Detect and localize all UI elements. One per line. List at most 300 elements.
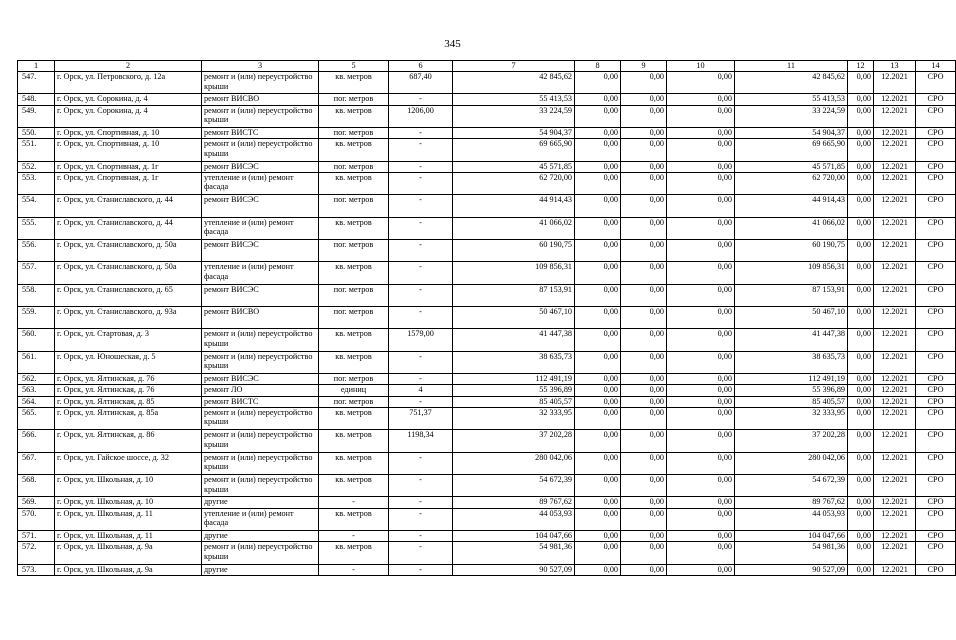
quantity-cell: - (389, 127, 453, 138)
other-funds-cell: 0,00 (848, 161, 874, 172)
other-funds-cell: 0,00 (848, 172, 874, 194)
fund-cell: 0,00 (621, 508, 667, 530)
quantity-cell: - (389, 530, 453, 541)
completion-date-cell: 12.2021 (874, 284, 916, 306)
fund-cell: 0,00 (621, 139, 667, 161)
row-number: 551. (18, 139, 55, 161)
owner-funds-cell: 55 413,53 (735, 94, 848, 105)
quantity-cell: - (389, 172, 453, 194)
fund-cell: 0,00 (667, 239, 735, 261)
fund-cell: 0,00 (575, 94, 621, 105)
unit-cell: - (319, 564, 389, 575)
unit-cell: пог. метров (319, 195, 389, 217)
other-funds-cell: 0,00 (848, 530, 874, 541)
fund-cell: 0,00 (667, 385, 735, 396)
other-funds-cell: 0,00 (848, 474, 874, 496)
work-type-cell: ремонт и (или) переустройство крыши (202, 430, 319, 452)
work-type-cell: ремонт и (или) переустройство крыши (202, 542, 319, 564)
quantity-cell: - (389, 284, 453, 306)
fund-cell: 0,00 (575, 374, 621, 385)
unit-cell: пог. метров (319, 94, 389, 105)
unit-cell: кв. метров (319, 105, 389, 127)
quantity-cell: - (389, 139, 453, 161)
column-number: 9 (621, 61, 667, 72)
financing-cell: СРО (916, 127, 956, 138)
fund-cell: 0,00 (575, 105, 621, 127)
page-number: 345 (444, 38, 461, 50)
fund-cell: 0,00 (621, 542, 667, 564)
fund-cell: 0,00 (667, 94, 735, 105)
fund-cell: 0,00 (667, 262, 735, 284)
work-type-cell: утепление и (или) ремонт фасада (202, 217, 319, 239)
unit-cell: пог. метров (319, 127, 389, 138)
quantity-cell: - (389, 195, 453, 217)
other-funds-cell: 0,00 (848, 239, 874, 261)
quantity-cell: - (389, 217, 453, 239)
completion-date-cell: 12.2021 (874, 72, 916, 94)
work-type-cell: ремонт ВИСВО (202, 307, 319, 329)
owner-funds-cell: 45 571,85 (735, 161, 848, 172)
financing-cell: СРО (916, 307, 956, 329)
owner-funds-cell: 33 224,59 (735, 105, 848, 127)
repair-program-table (17, 60, 956, 576)
owner-funds-cell: 50 467,10 (735, 307, 848, 329)
fund-cell: 0,00 (621, 161, 667, 172)
quantity-cell: - (389, 374, 453, 385)
table-row (18, 385, 956, 396)
fund-cell: 0,00 (575, 508, 621, 530)
fund-cell: 0,00 (575, 72, 621, 94)
fund-cell: 0,00 (667, 195, 735, 217)
other-funds-cell: 0,00 (848, 564, 874, 575)
fund-cell: 0,00 (667, 396, 735, 407)
work-type-cell: ремонт ВИСТС (202, 396, 319, 407)
fund-cell: 0,00 (621, 430, 667, 452)
row-number: 567. (18, 452, 55, 474)
fund-cell: 0,00 (575, 530, 621, 541)
address-cell: г. Орск, ул. Школьная, д. 10 (55, 497, 202, 508)
fund-cell: 0,00 (621, 530, 667, 541)
address-cell: г. Орск, ул. Спортивная, д. 10 (55, 139, 202, 161)
fund-cell: 0,00 (667, 497, 735, 508)
owner-funds-cell: 41 447,38 (735, 329, 848, 351)
financing-cell: СРО (916, 217, 956, 239)
total-cost-cell: 32 333,95 (453, 407, 575, 429)
table-row (18, 452, 956, 474)
address-cell: г. Орск, ул. Гайское шоссе, д. 32 (55, 452, 202, 474)
work-type-cell: утепление и (или) ремонт фасада (202, 172, 319, 194)
financing-cell: СРО (916, 172, 956, 194)
row-number: 554. (18, 195, 55, 217)
table-body (18, 72, 956, 576)
address-cell: г. Орск, ул. Ялтинская, д. 86 (55, 430, 202, 452)
financing-cell: СРО (916, 452, 956, 474)
fund-cell: 0,00 (575, 452, 621, 474)
unit-cell: - (319, 497, 389, 508)
total-cost-cell: 62 720,00 (453, 172, 575, 194)
table-row (18, 195, 956, 217)
fund-cell: 0,00 (575, 161, 621, 172)
completion-date-cell: 12.2021 (874, 508, 916, 530)
table-row (18, 127, 956, 138)
row-number: 549. (18, 105, 55, 127)
fund-cell: 0,00 (621, 374, 667, 385)
total-cost-cell: 104 047,66 (453, 530, 575, 541)
financing-cell: СРО (916, 497, 956, 508)
work-type-cell: другие (202, 530, 319, 541)
work-type-cell: ремонт ВИСТС (202, 127, 319, 138)
unit-cell: кв. метров (319, 217, 389, 239)
column-number: 1 (18, 61, 55, 72)
address-cell: г. Орск, ул. Школьная, д. 9а (55, 564, 202, 575)
row-number: 556. (18, 239, 55, 261)
table-row (18, 239, 956, 261)
unit-cell: кв. метров (319, 452, 389, 474)
address-cell: г. Орск, ул. Школьная, д. 10 (55, 474, 202, 496)
column-number: 3 (202, 61, 319, 72)
unit-cell: кв. метров (319, 172, 389, 194)
quantity-cell: - (389, 396, 453, 407)
fund-cell: 0,00 (575, 430, 621, 452)
fund-cell: 0,00 (667, 542, 735, 564)
column-number: 5 (319, 61, 389, 72)
fund-cell: 0,00 (667, 474, 735, 496)
work-type-cell: ремонт и (или) переустройство крыши (202, 407, 319, 429)
owner-funds-cell: 54 981,36 (735, 542, 848, 564)
other-funds-cell: 0,00 (848, 542, 874, 564)
address-cell: г. Орск, ул. Станиславского, д. 93а (55, 307, 202, 329)
fund-cell: 0,00 (621, 172, 667, 194)
quantity-cell: - (389, 508, 453, 530)
completion-date-cell: 12.2021 (874, 396, 916, 407)
work-type-cell: ремонт и (или) переустройство крыши (202, 105, 319, 127)
completion-date-cell: 12.2021 (874, 351, 916, 373)
total-cost-cell: 90 527,09 (453, 564, 575, 575)
table-row (18, 497, 956, 508)
owner-funds-cell: 69 665,90 (735, 139, 848, 161)
fund-cell: 0,00 (621, 195, 667, 217)
row-number: 559. (18, 307, 55, 329)
fund-cell: 0,00 (621, 452, 667, 474)
other-funds-cell: 0,00 (848, 385, 874, 396)
address-cell: г. Орск, ул. Школьная, д. 11 (55, 530, 202, 541)
unit-cell: кв. метров (319, 139, 389, 161)
total-cost-cell: 60 190,75 (453, 239, 575, 261)
fund-cell: 0,00 (621, 385, 667, 396)
other-funds-cell: 0,00 (848, 94, 874, 105)
table-row (18, 407, 956, 429)
work-type-cell: утепление и (или) ремонт фасада (202, 262, 319, 284)
other-funds-cell: 0,00 (848, 407, 874, 429)
financing-cell: СРО (916, 161, 956, 172)
row-number: 565. (18, 407, 55, 429)
column-number: 13 (874, 61, 916, 72)
unit-cell: кв. метров (319, 430, 389, 452)
row-number: 553. (18, 172, 55, 194)
fund-cell: 0,00 (621, 72, 667, 94)
fund-cell: 0,00 (667, 307, 735, 329)
fund-cell: 0,00 (575, 217, 621, 239)
total-cost-cell: 54 672,39 (453, 474, 575, 496)
fund-cell: 0,00 (575, 329, 621, 351)
fund-cell: 0,00 (621, 105, 667, 127)
completion-date-cell: 12.2021 (874, 329, 916, 351)
row-number: 566. (18, 430, 55, 452)
owner-funds-cell: 44 053,93 (735, 508, 848, 530)
work-type-cell: ремонт и (или) переустройство крыши (202, 351, 319, 373)
table-row (18, 172, 956, 194)
fund-cell: 0,00 (621, 262, 667, 284)
table-row (18, 396, 956, 407)
column-number: 8 (575, 61, 621, 72)
completion-date-cell: 12.2021 (874, 430, 916, 452)
quantity-cell: - (389, 239, 453, 261)
work-type-cell: ремонт и (или) переустройство крыши (202, 139, 319, 161)
owner-funds-cell: 104 047,66 (735, 530, 848, 541)
work-type-cell: ремонт ВИСЭС (202, 195, 319, 217)
fund-cell: 0,00 (667, 564, 735, 575)
owner-funds-cell: 55 396,89 (735, 385, 848, 396)
completion-date-cell: 12.2021 (874, 94, 916, 105)
work-type-cell: ремонт ВИСЭС (202, 239, 319, 261)
fund-cell: 0,00 (575, 564, 621, 575)
unit-cell: пог. метров (319, 396, 389, 407)
financing-cell: СРО (916, 105, 956, 127)
quantity-cell: - (389, 94, 453, 105)
total-cost-cell: 85 405,57 (453, 396, 575, 407)
quantity-cell: - (389, 262, 453, 284)
fund-cell: 0,00 (621, 329, 667, 351)
fund-cell: 0,00 (667, 452, 735, 474)
financing-cell: СРО (916, 374, 956, 385)
quantity-cell: - (389, 564, 453, 575)
address-cell: г. Орск, ул. Станиславского, д. 50а (55, 239, 202, 261)
address-cell: г. Орск, ул. Спортивная, д. 1г (55, 172, 202, 194)
financing-cell: СРО (916, 94, 956, 105)
fund-cell: 0,00 (667, 139, 735, 161)
total-cost-cell: 280 042,06 (453, 452, 575, 474)
total-cost-cell: 87 153,91 (453, 284, 575, 306)
financing-cell: СРО (916, 564, 956, 575)
financing-cell: СРО (916, 351, 956, 373)
quantity-cell: - (389, 474, 453, 496)
fund-cell: 0,00 (621, 94, 667, 105)
completion-date-cell: 12.2021 (874, 542, 916, 564)
owner-funds-cell: 54 672,39 (735, 474, 848, 496)
fund-cell: 0,00 (667, 530, 735, 541)
unit-cell: кв. метров (319, 329, 389, 351)
table-row (18, 564, 956, 575)
address-cell: г. Орск, ул. Спортивная, д. 1г (55, 161, 202, 172)
row-number: 561. (18, 351, 55, 373)
column-number: 12 (848, 61, 874, 72)
column-number-row (18, 61, 956, 72)
total-cost-cell: 55 396,89 (453, 385, 575, 396)
other-funds-cell: 0,00 (848, 329, 874, 351)
address-cell: г. Орск, ул. Школьная, д. 11 (55, 508, 202, 530)
financing-cell: СРО (916, 508, 956, 530)
total-cost-cell: 33 224,59 (453, 105, 575, 127)
financing-cell: СРО (916, 284, 956, 306)
total-cost-cell: 69 665,90 (453, 139, 575, 161)
row-number: 560. (18, 329, 55, 351)
fund-cell: 0,00 (621, 284, 667, 306)
column-number: 2 (55, 61, 202, 72)
row-number: 564. (18, 396, 55, 407)
completion-date-cell: 12.2021 (874, 105, 916, 127)
completion-date-cell: 12.2021 (874, 172, 916, 194)
owner-funds-cell: 109 856,31 (735, 262, 848, 284)
completion-date-cell: 12.2021 (874, 307, 916, 329)
column-number: 7 (453, 61, 575, 72)
unit-cell: пог. метров (319, 374, 389, 385)
fund-cell: 0,00 (621, 564, 667, 575)
completion-date-cell: 12.2021 (874, 161, 916, 172)
quantity-cell: - (389, 452, 453, 474)
other-funds-cell: 0,00 (848, 217, 874, 239)
financing-cell: СРО (916, 474, 956, 496)
other-funds-cell: 0,00 (848, 195, 874, 217)
address-cell: г. Орск, ул. Школьная, д. 9а (55, 542, 202, 564)
total-cost-cell: 44 053,93 (453, 508, 575, 530)
table-row (18, 262, 956, 284)
fund-cell: 0,00 (667, 105, 735, 127)
unit-cell: кв. метров (319, 351, 389, 373)
owner-funds-cell: 89 767,62 (735, 497, 848, 508)
unit-cell: кв. метров (319, 72, 389, 94)
owner-funds-cell: 112 491,19 (735, 374, 848, 385)
unit-cell: кв. метров (319, 407, 389, 429)
total-cost-cell: 42 845,62 (453, 72, 575, 94)
work-type-cell: ремонт ВИСЭС (202, 161, 319, 172)
completion-date-cell: 12.2021 (874, 374, 916, 385)
owner-funds-cell: 41 066,02 (735, 217, 848, 239)
other-funds-cell: 0,00 (848, 127, 874, 138)
work-type-cell: ремонт и (или) переустройство крыши (202, 474, 319, 496)
other-funds-cell: 0,00 (848, 497, 874, 508)
quantity-cell: - (389, 307, 453, 329)
financing-cell: СРО (916, 542, 956, 564)
fund-cell: 0,00 (575, 139, 621, 161)
fund-cell: 0,00 (575, 284, 621, 306)
total-cost-cell: 41 066,02 (453, 217, 575, 239)
completion-date-cell: 12.2021 (874, 239, 916, 261)
work-type-cell: ремонт ВИСЭС (202, 284, 319, 306)
address-cell: г. Орск, ул. Петровского, д. 12а (55, 72, 202, 94)
other-funds-cell: 0,00 (848, 374, 874, 385)
row-number: 571. (18, 530, 55, 541)
row-number: 555. (18, 217, 55, 239)
unit-cell: - (319, 530, 389, 541)
quantity-cell: 1198,34 (389, 430, 453, 452)
fund-cell: 0,00 (575, 396, 621, 407)
owner-funds-cell: 87 153,91 (735, 284, 848, 306)
address-cell: г. Орск, ул. Спортивная, д. 10 (55, 127, 202, 138)
quantity-cell: - (389, 161, 453, 172)
total-cost-cell: 112 491,19 (453, 374, 575, 385)
other-funds-cell: 0,00 (848, 351, 874, 373)
other-funds-cell: 0,00 (848, 105, 874, 127)
owner-funds-cell: 85 405,57 (735, 396, 848, 407)
fund-cell: 0,00 (621, 127, 667, 138)
address-cell: г. Орск, ул. Сорокина, д. 4 (55, 105, 202, 127)
fund-cell: 0,00 (621, 351, 667, 373)
address-cell: г. Орск, ул. Ялтинская, д. 85а (55, 407, 202, 429)
work-type-cell: ремонт и (или) переустройство крыши (202, 72, 319, 94)
other-funds-cell: 0,00 (848, 396, 874, 407)
column-number: 14 (916, 61, 956, 72)
completion-date-cell: 12.2021 (874, 262, 916, 284)
total-cost-cell: 109 856,31 (453, 262, 575, 284)
fund-cell: 0,00 (667, 161, 735, 172)
fund-cell: 0,00 (667, 329, 735, 351)
financing-cell: СРО (916, 239, 956, 261)
completion-date-cell: 12.2021 (874, 452, 916, 474)
total-cost-cell: 37 202,28 (453, 430, 575, 452)
address-cell: г. Орск, ул. Сорокина, д. 4 (55, 94, 202, 105)
table-row (18, 508, 956, 530)
fund-cell: 0,00 (667, 430, 735, 452)
completion-date-cell: 12.2021 (874, 127, 916, 138)
quantity-cell: - (389, 497, 453, 508)
financing-cell: СРО (916, 530, 956, 541)
unit-cell: пог. метров (319, 239, 389, 261)
completion-date-cell: 12.2021 (874, 407, 916, 429)
row-number: 557. (18, 262, 55, 284)
fund-cell: 0,00 (575, 407, 621, 429)
fund-cell: 0,00 (575, 172, 621, 194)
financing-cell: СРО (916, 329, 956, 351)
fund-cell: 0,00 (575, 542, 621, 564)
owner-funds-cell: 62 720,00 (735, 172, 848, 194)
row-number: 568. (18, 474, 55, 496)
fund-cell: 0,00 (621, 239, 667, 261)
address-cell: г. Орск, ул. Ялтинская, д. 76 (55, 385, 202, 396)
address-cell: г. Орск, ул. Станиславского, д. 44 (55, 195, 202, 217)
owner-funds-cell: 37 202,28 (735, 430, 848, 452)
row-number: 570. (18, 508, 55, 530)
work-type-cell: другие (202, 497, 319, 508)
unit-cell: пог. метров (319, 284, 389, 306)
other-funds-cell: 0,00 (848, 284, 874, 306)
row-number: 563. (18, 385, 55, 396)
table-row (18, 542, 956, 564)
quantity-cell: 1579,00 (389, 329, 453, 351)
fund-cell: 0,00 (621, 497, 667, 508)
table-row (18, 139, 956, 161)
completion-date-cell: 12.2021 (874, 497, 916, 508)
table-row (18, 105, 956, 127)
total-cost-cell: 55 413,53 (453, 94, 575, 105)
completion-date-cell: 12.2021 (874, 530, 916, 541)
fund-cell: 0,00 (667, 407, 735, 429)
row-number: 573. (18, 564, 55, 575)
table-row (18, 284, 956, 306)
work-type-cell: ремонт ВИСЭС (202, 374, 319, 385)
total-cost-cell: 45 571,85 (453, 161, 575, 172)
financing-cell: СРО (916, 385, 956, 396)
completion-date-cell: 12.2021 (874, 195, 916, 217)
unit-cell: кв. метров (319, 508, 389, 530)
financing-cell: СРО (916, 396, 956, 407)
quantity-cell: 751,37 (389, 407, 453, 429)
fund-cell: 0,00 (667, 72, 735, 94)
column-number: 6 (389, 61, 453, 72)
quantity-cell: 1206,00 (389, 105, 453, 127)
unit-cell: кв. метров (319, 474, 389, 496)
quantity-cell: 4 (389, 385, 453, 396)
completion-date-cell: 12.2021 (874, 474, 916, 496)
